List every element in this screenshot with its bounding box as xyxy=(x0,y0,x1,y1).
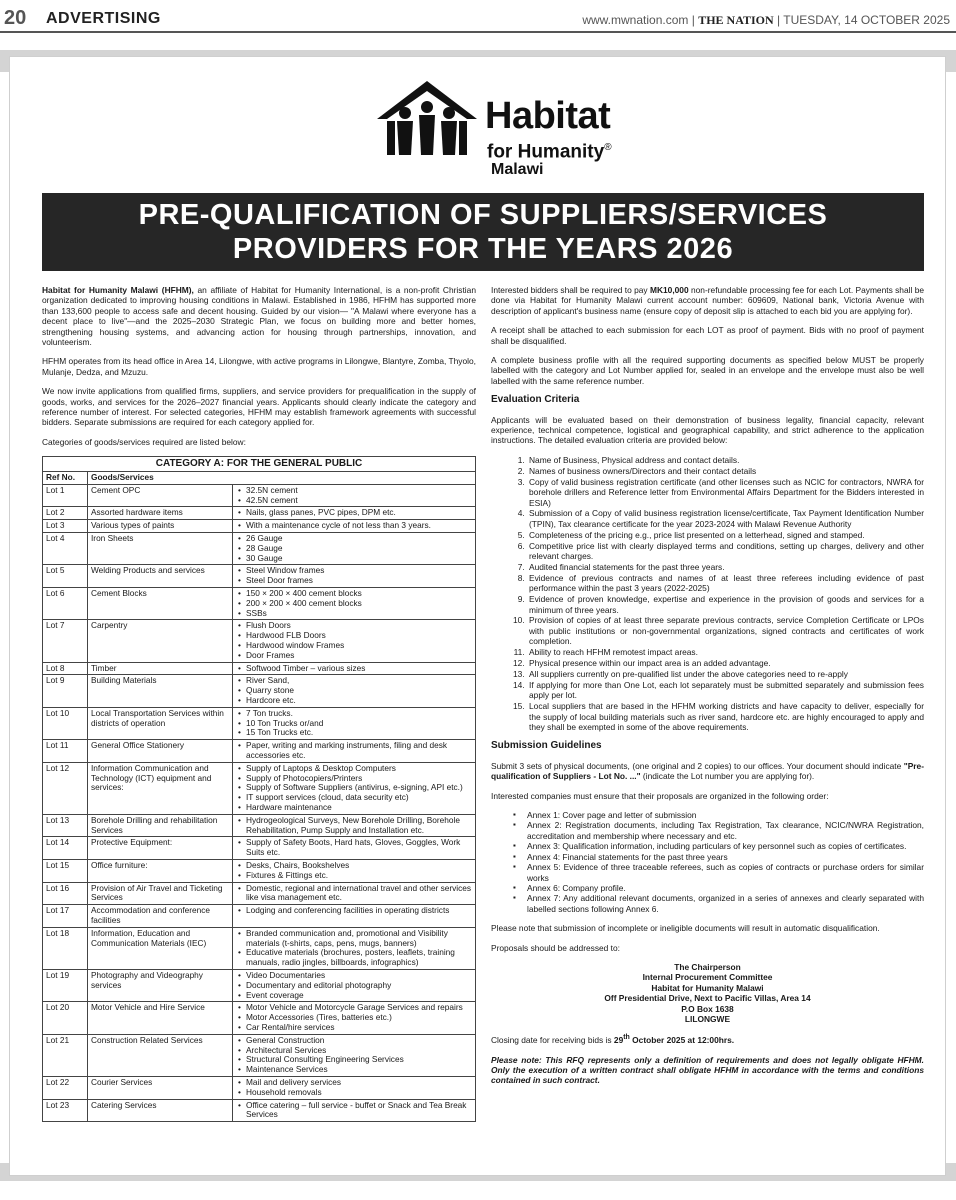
criteria-item: 13. All suppliers currently on pre-qualified list under the above categories need to re-apply xyxy=(527,669,924,679)
annex-item: ▪ Annex 6: Company profile. xyxy=(527,883,924,893)
lot-item: • Fixtures & Fittings etc. xyxy=(246,871,472,881)
lot-name: Timber xyxy=(88,662,233,675)
lot-item: • 15 Ton Trucks etc. xyxy=(246,728,472,738)
header-rule xyxy=(0,31,956,33)
lot-item: • SSBs xyxy=(246,609,472,619)
lot-items xyxy=(233,588,476,620)
lot-ref: Lot 11 xyxy=(43,740,88,763)
submission-heading: Submission Guidelines xyxy=(491,740,602,752)
criteria-item: 4. Submission of a Copy of valid business registration license/certificate, Tax Payment Identification Number (TPIN), Tax clearance certificate for the year 2023-2024 with Malawi Revenue Authority xyxy=(527,508,924,529)
payment-paragraph-3: A complete business profile with all the required supporting documents as specified below MUST be properly labelled with the category and Lot Number applied for, sealed in an envelope and the envelope must also be well labelled with the same reference number. xyxy=(491,355,924,386)
lot-items xyxy=(233,707,476,739)
website-link[interactable]: www.mwnation.com xyxy=(582,13,689,27)
closing-date: Closing date for receiving bids is 29th October 2025 at 12:00hrs. xyxy=(491,1034,735,1046)
table-row xyxy=(43,588,476,620)
lot-items xyxy=(233,814,476,837)
lot-item: • Structural Consulting Engineering Services xyxy=(246,1055,472,1065)
table-row xyxy=(43,620,476,662)
lot-ref: Lot 23 xyxy=(43,1099,88,1122)
criteria-item: 6. Competitive price list with clearly displayed terms and conditions, setting up charges, delivery and other relevant charges. xyxy=(527,541,924,562)
lot-name: Assorted hardware items xyxy=(88,507,233,520)
table-caption: CATEGORY A: FOR THE GENERAL PUBLIC xyxy=(43,457,476,472)
lot-name: Iron Sheets xyxy=(88,533,233,565)
lot-item: • Flush Doors xyxy=(246,621,472,631)
lot-items xyxy=(233,740,476,763)
masthead-info: www.mwnation.com | THE NATION | TUESDAY, 14 OCTOBER 2025 xyxy=(582,13,950,27)
lot-item: • 10 Ton Trucks or/and xyxy=(246,719,472,729)
criteria-item: 10. Provision of copies of at least three separate previous contracts, service Completion Certificate or LPOs with public institutions or non-governmental organizations, signed contracts and certificates of work completion. xyxy=(527,615,924,646)
lot-item: • Documentary and editorial photography xyxy=(246,981,472,991)
lot-item: • Event coverage xyxy=(246,991,472,1001)
lot-item: • River Sand, xyxy=(246,676,472,686)
lot-name: Building Materials xyxy=(88,675,233,707)
lot-name: Motor Vehicle and Hire Service xyxy=(88,1002,233,1034)
lot-item: • Supply of Laptops & Desktop Computers xyxy=(246,764,472,774)
lot-items xyxy=(233,520,476,533)
lot-name: Office furniture: xyxy=(88,859,233,882)
legal-note: Please note: This RFQ represents only a definition of requirements and does not legally obligate HFHM. Only the execution of a written contract shall obligate HFHM in accordance with the terms and conditions contained in such contract. xyxy=(491,1054,924,1086)
lot-item: • Domestic, regional and international travel and other services like visa management etc. xyxy=(246,884,472,904)
section-title: ADVERTISING xyxy=(46,10,161,27)
lot-item: • 200 × 200 × 400 cement blocks xyxy=(246,599,472,609)
criteria-item: 1. Name of Business, Physical address and contact details. xyxy=(527,455,924,465)
lot-item: • IT support services (cloud, data security etc) xyxy=(246,793,472,803)
lot-ref: Lot 17 xyxy=(43,905,88,928)
submission-paragraph-1: Submit 3 sets of physical documents, (one original and 2 copies) to our offices. Your document should indicate "Pre-qualification of Suppliers - Lot No. ..." (indicate the Lot number you are applying for). xyxy=(491,760,924,782)
lot-name: Various types of paints xyxy=(88,520,233,533)
lot-item: • Car Rental/hire services xyxy=(246,1023,472,1033)
address-block: The Chairperson Internal Procurement Committee Habitat for Humanity Malawi Off Presidential Drive, Next to Pacific Villas, Area 14 P.O Box 1638 LILONGWE xyxy=(604,961,811,1024)
lot-item: • 28 Gauge xyxy=(246,544,472,554)
table-row xyxy=(43,1099,476,1122)
lot-item: • Quarry stone xyxy=(246,686,472,696)
lot-item: • Motor Accessories (Tires, batteries etc.) xyxy=(246,1013,472,1023)
lot-item: • Office catering – full service - buffet or Snack and Tea Break Services xyxy=(246,1101,472,1121)
lot-ref: Lot 5 xyxy=(43,565,88,588)
table-row xyxy=(43,484,476,507)
lot-name: Borehole Drilling and rehabilitation Services xyxy=(88,814,233,837)
lot-ref: Lot 12 xyxy=(43,762,88,814)
lot-item: • Educative materials (brochures, posters, leaflets, training manuals, radio jingles, billboards, infographics) xyxy=(246,948,472,968)
title-banner xyxy=(42,193,924,271)
criteria-item: 3. Copy of valid business registration certificate (and other licenses such as NCIC for contractors, NWRA for borehole drillers and Reference letter from Environmental Affairs Department for the Bidders interested in ESIA) xyxy=(527,477,924,508)
lot-item: • Steel Door frames xyxy=(246,576,472,586)
lot-item: • With a maintenance cycle of not less than 3 years. xyxy=(246,521,472,531)
col-header-ref: Ref No. xyxy=(43,472,88,485)
lot-items xyxy=(233,859,476,882)
lot-items xyxy=(233,565,476,588)
table-row xyxy=(43,740,476,763)
lot-item: • Softwood Timber – various sizes xyxy=(246,664,472,674)
lot-name: Catering Services xyxy=(88,1099,233,1122)
habitat-house-figures-icon xyxy=(375,79,479,157)
lot-item: • 30 Gauge xyxy=(246,554,472,564)
table-row xyxy=(43,662,476,675)
right-column xyxy=(491,285,924,1095)
lot-item: • Hardware maintenance xyxy=(246,803,472,813)
page-number: 20 xyxy=(4,7,27,29)
submission-paragraph-4: Proposals should be addressed to: xyxy=(491,942,620,953)
table-row xyxy=(43,1034,476,1076)
table-row xyxy=(43,565,476,588)
criteria-list xyxy=(491,455,924,733)
lot-name: Information Communication and Technology (ICT) equipment and services: xyxy=(88,762,233,814)
paper-name: THE NATION xyxy=(698,13,774,27)
lot-name: Provision of Air Travel and Ticketing Services xyxy=(88,882,233,905)
annex-item: ▪ Annex 4: Financial statements for the past three years xyxy=(527,852,924,862)
lot-ref: Lot 3 xyxy=(43,520,88,533)
criteria-item: 7. Audited financial statements for the past three years. xyxy=(527,562,924,572)
lot-item: • Nails, glass panes, PVC pipes, DPM etc. xyxy=(246,508,472,518)
intro-paragraph-3: We now invite applications from qualified firms, suppliers, and service providers for prequalification in the supply of goods, works, and services for the 2026–2027 financial years. Applicants should clearly indicate the category and reference number of interest. For selected categories, HFHM may establish framework agreements with successful bidders. Separate submissions are required for each category applied for. xyxy=(42,386,476,428)
lot-item: • Video Documentaries xyxy=(246,971,472,981)
lot-item: • Door Frames xyxy=(246,651,472,661)
table-row xyxy=(43,927,476,969)
lot-ref: Lot 22 xyxy=(43,1076,88,1099)
lot-name: Courier Services xyxy=(88,1076,233,1099)
lot-ref: Lot 4 xyxy=(43,533,88,565)
table-row xyxy=(43,969,476,1001)
lot-item: • 7 Ton trucks. xyxy=(246,709,472,719)
lot-item: • Branded communication and, promotional and Visibility materials (t-shirts, caps, pens, mugs, banners) xyxy=(246,929,472,949)
lot-item: • Hardwood FLB Doors xyxy=(246,631,472,641)
table-row xyxy=(43,533,476,565)
lot-ref: Lot 7 xyxy=(43,620,88,662)
lot-name: Carpentry xyxy=(88,620,233,662)
category-table xyxy=(42,456,476,1122)
table-row xyxy=(43,882,476,905)
lot-items xyxy=(233,662,476,675)
lot-ref: Lot 20 xyxy=(43,1002,88,1034)
intro-paragraph-1: Habitat for Humanity Malawi (HFHM), an affiliate of Habitat for Humanity International, is a non-profit Christian organization dedicated to improving housing conditions in Malawi. Established in 1986, HFHM has supported more than 133,600 people to access safe and decent housing. Guided by our vision— "A Malawi where everyone has a decent place to live"—and the 2025–2030 Strategic Plan, we focus on building more and better homes, strengthening housing systems, and advancing action for housing through partnerships, innovation, and volunteerism. xyxy=(42,285,476,348)
lot-name: Accommodation and conference facilities xyxy=(88,905,233,928)
lot-ref: Lot 18 xyxy=(43,927,88,969)
table-row xyxy=(43,905,476,928)
lot-item: • Motor Vehicle and Motorcycle Garage Services and repairs xyxy=(246,1003,472,1013)
annex-item: ▪ Annex 5: Evidence of three traceable referees, such as copies of contracts or purchase orders for similar works xyxy=(527,862,924,883)
lot-items xyxy=(233,1099,476,1122)
lot-item: • Supply of Safety Boots, Hard hats, Gloves, Goggles, Work Suits etc. xyxy=(246,838,472,858)
lot-item: • Household removals xyxy=(246,1088,472,1098)
logo-name-line3: Malawi xyxy=(491,161,544,178)
criteria-item: 9. Evidence of proven knowledge, expertise and experience in the provision of goods and services for a minimum of three years. xyxy=(527,594,924,615)
lot-ref: Lot 9 xyxy=(43,675,88,707)
lot-name: General Office Stationery xyxy=(88,740,233,763)
lot-item: • Hydrogeological Surveys, New Borehole Drilling, Borehole Rehabilitation, Pump Supply and Installation etc. xyxy=(246,816,472,836)
col-header-goods: Goods/Services xyxy=(88,472,476,485)
table-row xyxy=(43,859,476,882)
lot-items xyxy=(233,1076,476,1099)
lot-item: • Architectural Services xyxy=(246,1046,472,1056)
table-row xyxy=(43,675,476,707)
lot-item: • General Construction xyxy=(246,1036,472,1046)
lot-items xyxy=(233,905,476,928)
lot-items xyxy=(233,762,476,814)
lot-name: Cement OPC xyxy=(88,484,233,507)
lot-name: Photography and Videography services xyxy=(88,969,233,1001)
table-row xyxy=(43,837,476,860)
lot-item: • Desks, Chairs, Bookshelves xyxy=(246,861,472,871)
lot-name: Information, Education and Communication Materials (IEC) xyxy=(88,927,233,969)
lot-item: • 26 Gauge xyxy=(246,534,472,544)
table-row xyxy=(43,1002,476,1034)
lot-ref: Lot 6 xyxy=(43,588,88,620)
criteria-item: 11. Ability to reach HFHM remotest impact areas. xyxy=(527,647,924,657)
left-column xyxy=(42,285,476,1122)
evaluation-intro: Applicants will be evaluated based on their demonstration of business legality, financial capacity, relevant experience, technical competence, logistical and geographical capability, and strict adherence to the application instructions. The detailed evaluation criteria are provided below: xyxy=(491,414,924,446)
lot-ref: Lot 10 xyxy=(43,707,88,739)
lot-items xyxy=(233,484,476,507)
intro-paragraph-4: Categories of goods/services required are listed below: xyxy=(42,436,246,447)
criteria-item: 8. Evidence of previous contracts and names of at least three referees including evidence of past performance within the past 3 years (2022-2025) xyxy=(527,573,924,594)
lot-items xyxy=(233,533,476,565)
logo-name-line2: for Humanity® xyxy=(487,141,612,163)
lot-ref: Lot 15 xyxy=(43,859,88,882)
lot-item: • Steel Window frames xyxy=(246,566,472,576)
lot-item: • Paper, writing and marking instruments, filing and desk accessories etc. xyxy=(246,741,472,761)
lot-item: • Lodging and conferencing facilities in operating districts xyxy=(246,906,472,916)
annex-list xyxy=(491,810,924,914)
lot-name: Protective Equipment: xyxy=(88,837,233,860)
annex-item: ▪ Annex 7: Any additional relevant documents, organized in a series of annexes and clearly separated with labelled sections following Annex 6. xyxy=(527,893,924,914)
submission-paragraph-2: Interested companies must ensure that their proposals are organized in the following order: xyxy=(491,790,829,801)
lot-item: • 42.5N cement xyxy=(246,496,472,506)
habitat-logo xyxy=(375,79,625,179)
criteria-item: 2. Names of business owners/Directors and their contact details xyxy=(527,466,924,476)
lot-items xyxy=(233,1002,476,1034)
logo-name-line1: Habitat xyxy=(485,95,611,137)
lot-ref: Lot 2 xyxy=(43,507,88,520)
submission-paragraph-3: Please note that submission of incomplete or ineligible documents will result in automatic disqualification. xyxy=(491,923,880,934)
payment-paragraph-2: A receipt shall be attached to each submission for each LOT as proof of payment. Bids with no proof of payment shall be disqualified. xyxy=(491,325,924,346)
criteria-item: 15. Local suppliers that are based in the HFHM working districts and have capacity to deliver, especially for the supply of local building materials such as river sand, hardcore etc. are highly encouraged to apply and they shall be exempted in some of the above requirements. xyxy=(527,701,924,732)
lot-ref: Lot 8 xyxy=(43,662,88,675)
criteria-item: 14. If applying for more than One Lot, each lot separately must be submitted separately and submission fees apply per lot. xyxy=(527,680,924,701)
lot-item: • 32.5N cement xyxy=(246,486,472,496)
lot-item: • Mail and delivery services xyxy=(246,1078,472,1088)
lot-items xyxy=(233,837,476,860)
annex-item: ▪ Annex 2: Registration documents, including Tax Registration, Tax clearance, NCIC/NWRA Registration, accreditation and membership where necessary and etc. xyxy=(527,820,924,841)
lot-item: • Hardcore etc. xyxy=(246,696,472,706)
title-line1: PRE-QUALIFICATION OF SUPPLIERS/SERVICES xyxy=(138,199,828,231)
table-row xyxy=(43,520,476,533)
table-row xyxy=(43,707,476,739)
table-row xyxy=(43,814,476,837)
payment-paragraph-1: Interested bidders shall be required to pay MK10,000 non-refundable processing fee for each Lot. Payments shall be done via Habitat for Humanity Malawi current account number: 609609, National bank, Victoria Avenue with description of applicant's business name (ensure copy of deposit slip is attached to each bid you are applying for). xyxy=(491,285,925,316)
lot-items xyxy=(233,1034,476,1076)
lot-name: Welding Products and services xyxy=(88,565,233,588)
lot-ref: Lot 21 xyxy=(43,1034,88,1076)
lot-items xyxy=(233,620,476,662)
annex-item: ▪ Annex 1: Cover page and letter of submission xyxy=(527,810,924,820)
title-line2: PROVIDERS FOR THE YEARS 2026 xyxy=(232,233,734,265)
newspaper-header xyxy=(0,0,956,34)
lot-name: Local Transportation Services within districts of operation xyxy=(88,707,233,739)
lot-items xyxy=(233,882,476,905)
category-table-body xyxy=(43,484,476,1121)
lot-item: • Maintenance Services xyxy=(246,1065,472,1075)
lot-item: • 150 × 200 × 400 cement blocks xyxy=(246,589,472,599)
table-row xyxy=(43,507,476,520)
lot-name: Cement Blocks xyxy=(88,588,233,620)
criteria-item: 5. Completeness of the pricing e.g., price list presented on a letterhead, signed and stamped. xyxy=(527,530,924,540)
advert-panel xyxy=(9,56,946,1176)
evaluation-heading: Evaluation Criteria xyxy=(491,394,580,406)
lot-items xyxy=(233,927,476,969)
lot-ref: Lot 19 xyxy=(43,969,88,1001)
lot-items xyxy=(233,969,476,1001)
lot-items xyxy=(233,675,476,707)
lot-name: Construction Related Services xyxy=(88,1034,233,1076)
annex-item: ▪ Annex 3: Qualification information, including particulars of key personnel such as copies of certificates. xyxy=(527,841,924,851)
intro-paragraph-2: HFHM operates from its head office in Area 14, Lilongwe, with active programs in Lilongwe, Blantyre, Zomba, Thyolo, Mulanje, Dedza, and Mzuzu. xyxy=(42,356,476,377)
lot-item: • Supply of Software Suppliers (antivirus, e-signing, API etc.) xyxy=(246,783,472,793)
lot-ref: Lot 13 xyxy=(43,814,88,837)
lot-item: • Hardwood window Frames xyxy=(246,641,472,651)
lot-ref: Lot 1 xyxy=(43,484,88,507)
issue-date: TUESDAY, 14 OCTOBER 2025 xyxy=(783,13,950,27)
criteria-item: 12. Physical presence within our impact area is an added advantage. xyxy=(527,658,924,668)
lot-ref: Lot 14 xyxy=(43,837,88,860)
lot-ref: Lot 16 xyxy=(43,882,88,905)
lot-items xyxy=(233,507,476,520)
lot-item: • Supply of Photocopiers/Printers xyxy=(246,774,472,784)
table-row xyxy=(43,762,476,814)
table-row xyxy=(43,1076,476,1099)
